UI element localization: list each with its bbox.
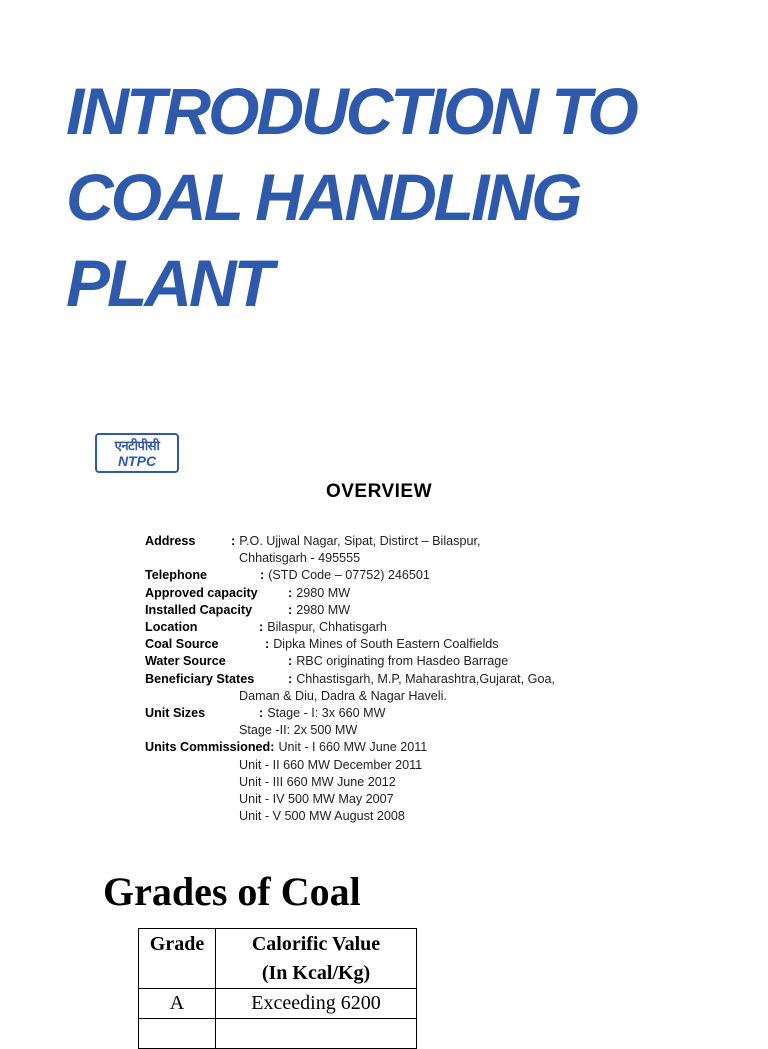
detail-row <box>145 550 665 567</box>
detail-separator: : <box>260 568 265 583</box>
detail-value: 2980 MW <box>296 585 351 600</box>
detail-value: 2980 MW <box>296 602 351 617</box>
detail-value: Chhastisgarh, M.P, Maharashtra,Gujarat, Goa, <box>296 671 555 686</box>
overview-heading: OVERVIEW <box>325 481 433 502</box>
detail-value: (STD Code – 07752) 246501 <box>268 568 430 583</box>
detail-separator: : <box>288 671 293 686</box>
grades-heading: Grades of Coal <box>103 869 361 914</box>
detail-row <box>145 791 665 808</box>
calorific-cell <box>216 1019 417 1049</box>
overview-details <box>145 533 665 825</box>
detail-label: Beneficiary States <box>145 671 255 686</box>
detail-row <box>145 688 665 705</box>
detail-label: Unit Sizes <box>145 706 206 721</box>
detail-label: Coal Source <box>145 637 219 652</box>
detail-label: Telephone <box>145 568 208 583</box>
detail-separator: : <box>259 620 264 635</box>
detail-continuation: Unit - II 660 MW December 2011 <box>239 757 423 772</box>
calorific-header-line-1: Calorific Value <box>251 933 381 955</box>
table-row <box>139 989 417 1019</box>
detail-row <box>145 774 665 791</box>
detail-row <box>145 602 665 619</box>
calorific-cell: Exceeding 6200 <box>216 989 417 1019</box>
detail-row <box>145 636 665 653</box>
detail-label: Water Source <box>145 654 226 669</box>
calorific-column-header <box>216 929 417 989</box>
detail-separator: : <box>288 602 293 617</box>
detail-label: Units Commissioned: <box>145 740 275 755</box>
table-row <box>139 1019 417 1049</box>
detail-row <box>145 808 665 825</box>
detail-label: Approved capacity <box>145 585 258 600</box>
detail-row <box>145 739 665 756</box>
detail-value: Bilaspur, Chhatisgarh <box>267 620 387 635</box>
detail-continuation: Unit - IV 500 MW May 2007 <box>239 792 394 807</box>
document-title <box>66 68 636 326</box>
detail-row <box>145 567 665 584</box>
title-line-3: PLANT <box>66 246 271 320</box>
detail-value: Dipka Mines of South Eastern Coalfields <box>273 637 499 652</box>
detail-continuation: Daman & Diu, Dadra & Nagar Haveli. <box>239 688 447 703</box>
detail-row <box>145 619 665 636</box>
detail-separator: : <box>288 654 293 669</box>
detail-continuation: Stage -II: 2x 500 MW <box>239 723 358 738</box>
grades-header-row <box>139 929 417 989</box>
detail-continuation: Unit - III 660 MW June 2012 <box>239 774 396 789</box>
detail-label: Location <box>145 620 198 635</box>
grade-cell: A <box>139 989 216 1019</box>
ntpc-logo <box>95 433 179 473</box>
grade-column-header: Grade <box>139 929 216 989</box>
detail-value: Stage - I: 3x 660 MW <box>267 706 386 721</box>
logo-hindi-text: एनटीपीसी <box>114 438 160 453</box>
grades-table <box>138 928 417 1049</box>
detail-label: Installed Capacity <box>145 602 253 617</box>
detail-row <box>145 705 665 722</box>
detail-continuation: Chhatisgarh - 495555 <box>239 551 361 566</box>
detail-separator: : <box>231 534 236 548</box>
detail-separator: : <box>288 585 293 600</box>
detail-separator: : <box>265 637 270 652</box>
title-line-2: COAL HANDLING <box>66 160 580 234</box>
detail-row <box>145 585 665 602</box>
detail-row <box>145 533 665 550</box>
detail-value: RBC originating from Hasdeo Barrage <box>296 654 509 669</box>
detail-value: Unit - I 660 MW June 2011 <box>278 740 428 755</box>
detail-separator: : <box>259 706 264 721</box>
detail-row <box>145 671 665 688</box>
detail-row <box>145 722 665 739</box>
detail-row <box>145 757 665 774</box>
calorific-header-line-2: (In Kcal/Kg) <box>261 962 371 984</box>
title-line-1: INTRODUCTION TO <box>66 74 636 148</box>
detail-continuation: Unit - V 500 MW August 2008 <box>239 809 405 824</box>
detail-row <box>145 653 665 670</box>
logo-english-text: NTPC <box>117 453 157 469</box>
grade-cell <box>139 1019 216 1049</box>
detail-value: P.O. Ujjwal Nagar, Sipat, Distirct – Bilaspur, <box>239 534 481 548</box>
detail-label: Address <box>145 534 196 548</box>
